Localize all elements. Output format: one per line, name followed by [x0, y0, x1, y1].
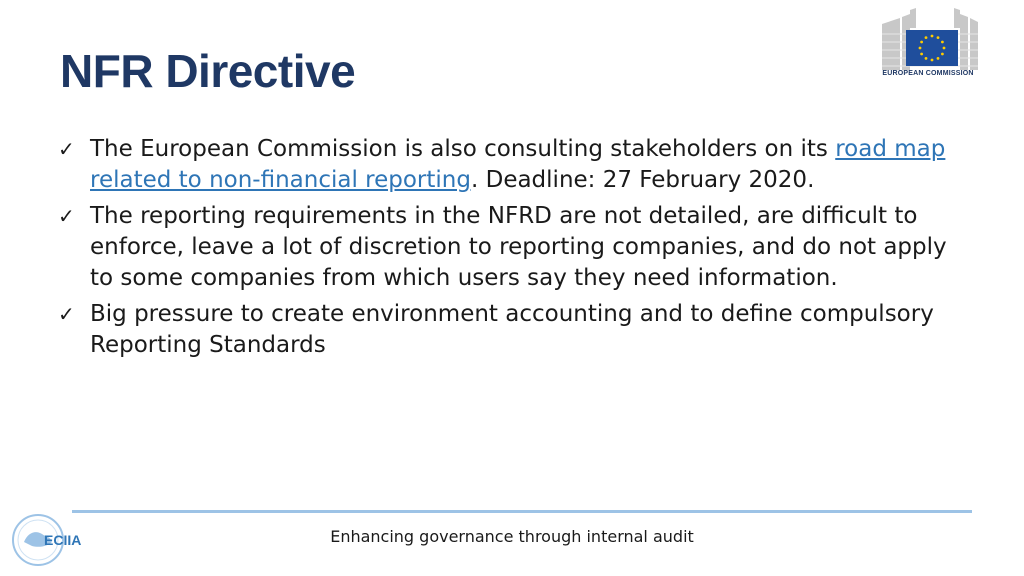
bullet-list	[58, 134, 958, 366]
bullet-text: The European Commission is also consulting stakeholders on its	[90, 136, 836, 162]
bullet-text: . Deadline: 27 February 2020.	[470, 167, 815, 193]
bullet-text: The reporting requirements in the NFRD are not detailed, are difficult to enforce, leave a lot of discretion to reporting companies, and do not apply to some companies from which users say they need information.	[90, 203, 947, 291]
european-commission-logo	[876, 4, 980, 80]
bullet-item	[58, 134, 958, 196]
checkmark-icon: ✓	[58, 302, 75, 326]
european-commission-label: EUROPEAN COMMISSION	[882, 70, 974, 77]
checkmark-icon: ✓	[58, 137, 75, 161]
slide-title: NFR Directive	[60, 45, 356, 97]
footer-text: Enhancing governance through internal audit	[330, 527, 694, 546]
eciia-logo-text: ECIIA	[44, 532, 82, 548]
bullet-item	[58, 201, 958, 294]
bullet-item	[58, 299, 958, 361]
roadmap-link[interactable]: road map related to non-financial reporting	[90, 136, 946, 193]
bullet-text: Big pressure to create environment accounting and to define compulsory Reporting Standards	[90, 301, 934, 358]
footer-divider	[72, 510, 972, 513]
checkmark-icon: ✓	[58, 204, 75, 228]
